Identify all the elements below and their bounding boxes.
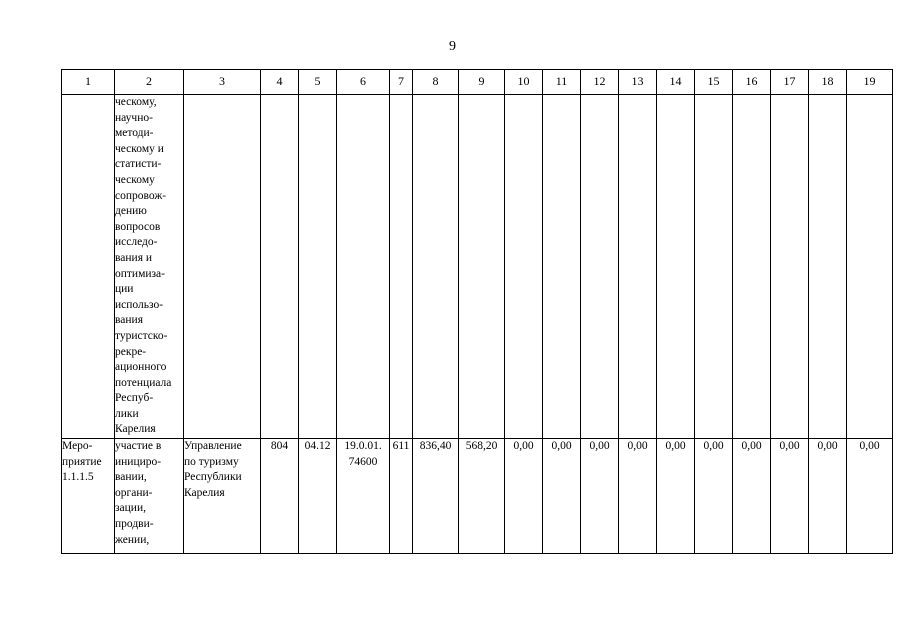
table-cell: 0,00 [809, 439, 847, 554]
table-cell: 0,00 [619, 439, 657, 554]
header-cell: 18 [809, 70, 847, 95]
table-cell: 804 [261, 439, 299, 554]
header-cell: 11 [543, 70, 581, 95]
header-cell: 9 [459, 70, 505, 95]
table-cell [581, 95, 619, 439]
table-row [62, 439, 893, 554]
table-cell [619, 95, 657, 439]
table-cell [299, 95, 337, 439]
budget-table [61, 69, 893, 554]
header-cell: 16 [733, 70, 771, 95]
table-cell: участие в инициро- вании, органи- зации, продви- жении, [115, 439, 184, 554]
table-cell [809, 95, 847, 439]
table-cell: 611 [390, 439, 413, 554]
table-cell [337, 95, 390, 439]
table-cell [505, 95, 543, 439]
table-cell [695, 95, 733, 439]
table-cell [657, 95, 695, 439]
table-cell: 0,00 [657, 439, 695, 554]
table-cell: Управление по туризму Республики Карелия [184, 439, 261, 554]
table-cell: 04.12 [299, 439, 337, 554]
table-row [62, 95, 893, 439]
header-cell: 14 [657, 70, 695, 95]
table-cell: 0,00 [771, 439, 809, 554]
table-cell: 0,00 [695, 439, 733, 554]
table-cell [543, 95, 581, 439]
table-cell [771, 95, 809, 439]
header-cell: 12 [581, 70, 619, 95]
header-cell: 3 [184, 70, 261, 95]
header-cell: 7 [390, 70, 413, 95]
header-cell: 15 [695, 70, 733, 95]
header-cell: 8 [413, 70, 459, 95]
header-cell: 13 [619, 70, 657, 95]
table-cell [390, 95, 413, 439]
table-cell: Меро- приятие 1.1.1.5 [62, 439, 115, 554]
table-cell [184, 95, 261, 439]
table-cell [261, 95, 299, 439]
header-cell: 4 [261, 70, 299, 95]
header-cell: 1 [62, 70, 115, 95]
table-cell: 568,20 [459, 439, 505, 554]
table-cell [733, 95, 771, 439]
header-cell: 6 [337, 70, 390, 95]
table-cell [847, 95, 893, 439]
header-cell: 5 [299, 70, 337, 95]
table-cell: ческому, научно- методи- ческому и статисти- ческому сопровож- дению вопросов исследо- вания и оптимиза- ции использо- вания туристско- рекре- ационного потенциала Респуб- лики Карелия [115, 95, 184, 439]
header-cell: 2 [115, 70, 184, 95]
table-cell: 0,00 [543, 439, 581, 554]
header-cell: 10 [505, 70, 543, 95]
table-cell: 0,00 [505, 439, 543, 554]
header-cell: 17 [771, 70, 809, 95]
header-cell: 19 [847, 70, 893, 95]
table-cell [459, 95, 505, 439]
table-header-row [62, 70, 893, 95]
table-cell: 0,00 [847, 439, 893, 554]
table-cell: 836,40 [413, 439, 459, 554]
table-cell: 0,00 [733, 439, 771, 554]
table-cell [413, 95, 459, 439]
table-cell [62, 95, 115, 439]
table-cell: 0,00 [581, 439, 619, 554]
page-number: 9 [449, 39, 456, 54]
table-cell: 19.0.01. 74600 [337, 439, 390, 554]
